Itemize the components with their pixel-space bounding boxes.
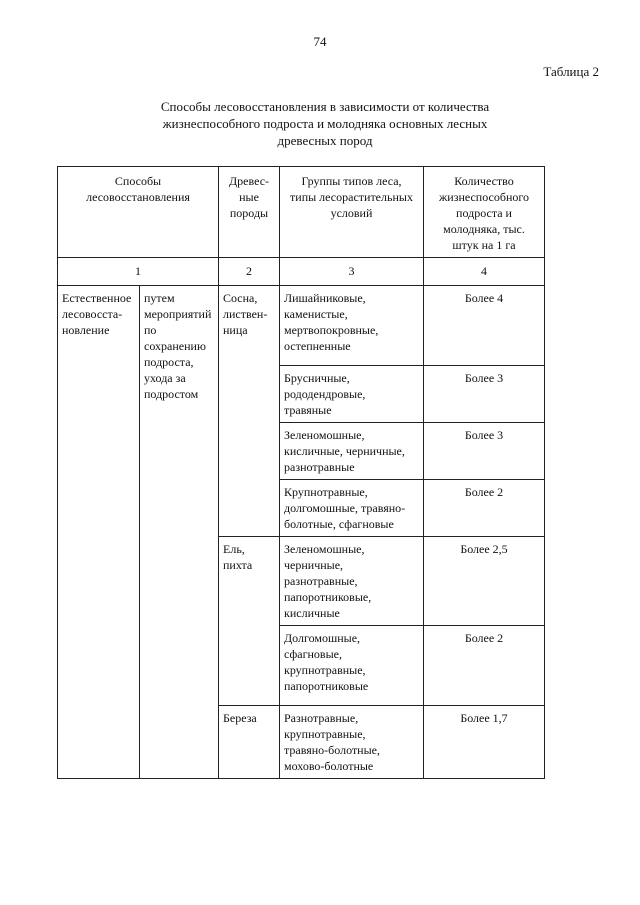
quantity-cell: Более 2 xyxy=(424,626,545,706)
cell-line: подроста, xyxy=(144,355,194,369)
header-text: Способы xyxy=(114,174,162,188)
cell-line: травяно-болотные, xyxy=(284,743,380,757)
cell-line: сфагновые, xyxy=(284,647,342,661)
header-forest-types xyxy=(280,167,424,258)
cell-line: разнотравные, xyxy=(284,574,358,588)
cell-line: черничные, xyxy=(284,558,344,572)
quantity-cell: Более 3 xyxy=(424,423,545,480)
cell-line: крупнотравные, xyxy=(284,727,366,741)
quantity-cell: Более 3 xyxy=(424,366,545,423)
table-row xyxy=(58,286,545,366)
title-line: жизнеспособного подроста и молодняка основных лесных xyxy=(162,116,488,131)
table-title xyxy=(150,98,500,149)
cell-line: рододендровые, xyxy=(284,387,366,401)
cell-line: Брусничные, xyxy=(284,371,350,385)
cell-line: Зеленомошные, xyxy=(284,542,365,556)
header-text: ные xyxy=(239,190,259,204)
cell-line: папоротниковые, xyxy=(284,590,372,604)
header-text: молодняка, тыс. xyxy=(443,222,525,236)
column-number: 3 xyxy=(280,258,424,286)
header-quantity xyxy=(424,167,545,258)
cell-line: каменистые, xyxy=(284,307,348,321)
cell-line: пихта xyxy=(223,558,253,572)
quantity-cell: Более 1,7 xyxy=(424,706,545,779)
species-cell xyxy=(219,537,280,706)
cell-line: Естественное xyxy=(62,291,132,305)
quantity-cell: Более 2 xyxy=(424,480,545,537)
method-means-cell xyxy=(140,286,219,779)
cell-line: Разнотравные, xyxy=(284,711,359,725)
cell-line: подростом xyxy=(144,387,199,401)
header-text: Количество xyxy=(454,174,514,188)
quantity-cell: Более 2,5 xyxy=(424,537,545,626)
cell-line: мероприятий xyxy=(144,307,212,321)
cell-line: путем xyxy=(144,291,175,305)
header-text: Группы типов леса, xyxy=(301,174,402,188)
cell-line: Крупнотравные, xyxy=(284,485,368,499)
header-text: породы xyxy=(229,206,269,220)
cell-line: Долгомошные, xyxy=(284,631,361,645)
header-text: жизнеспособного xyxy=(438,190,530,204)
conditions-cell xyxy=(280,366,424,423)
conditions-cell xyxy=(280,706,424,779)
header-text: типы лесорастительных xyxy=(290,190,413,204)
quantity-cell: Более 4 xyxy=(424,286,545,366)
header-text: подроста и xyxy=(456,206,512,220)
species-cell xyxy=(219,286,280,537)
title-line: Способы лесовосстановления в зависимости от количества xyxy=(160,99,490,114)
cell-line: травяные xyxy=(284,403,332,417)
column-number: 1 xyxy=(58,258,219,286)
header-text: лесовосстановления xyxy=(86,190,190,204)
column-number: 2 xyxy=(219,258,280,286)
conditions-cell xyxy=(280,537,424,626)
cell-line: новление xyxy=(62,323,110,337)
cell-line: ухода за xyxy=(144,371,186,385)
cell-line: по xyxy=(144,323,157,337)
cell-line: листвен- xyxy=(223,307,268,321)
header-text: штук на 1 га xyxy=(452,238,516,252)
conditions-cell xyxy=(280,423,424,480)
cell-line: остепненные xyxy=(284,339,351,353)
cell-line: кисличные xyxy=(284,606,340,620)
cell-line: крупнотравные, xyxy=(284,663,366,677)
cell-line: болотные, сфагновые xyxy=(284,517,394,531)
conditions-cell xyxy=(280,286,424,366)
cell-line: кисличные, черничные, xyxy=(284,444,405,458)
cell-line: лесовосста- xyxy=(62,307,123,321)
cell-line: разнотравные xyxy=(284,460,355,474)
cell-line: Береза xyxy=(223,711,257,725)
method-type-cell xyxy=(58,286,140,779)
table-label: Таблица 2 xyxy=(543,64,599,79)
cell-line: сохранению xyxy=(144,339,206,353)
cell-line: мертвопокровные, xyxy=(284,323,379,337)
column-number-row xyxy=(58,258,545,286)
cell-line: папоротниковые xyxy=(284,679,369,693)
page-number: 74 xyxy=(313,34,327,49)
header-text: Древес- xyxy=(228,174,270,188)
cell-line: Сосна, xyxy=(223,291,258,305)
header-row xyxy=(58,167,545,258)
cell-line: Зеленомошные, xyxy=(284,428,365,442)
cell-line: Лишайниковые, xyxy=(284,291,366,305)
conditions-cell xyxy=(280,626,424,706)
header-methods xyxy=(58,167,219,258)
species-cell xyxy=(219,706,280,779)
reforestation-table xyxy=(57,166,545,779)
cell-line: мохово-болотные xyxy=(284,759,374,773)
cell-line: долгомошные, травяно- xyxy=(284,501,406,515)
conditions-cell xyxy=(280,480,424,537)
header-text: условий xyxy=(330,206,373,220)
cell-line: ница xyxy=(223,323,248,337)
column-number: 4 xyxy=(424,258,545,286)
title-line: древесных пород xyxy=(277,133,373,148)
header-species xyxy=(219,167,280,258)
cell-line: Ель, xyxy=(223,542,245,556)
